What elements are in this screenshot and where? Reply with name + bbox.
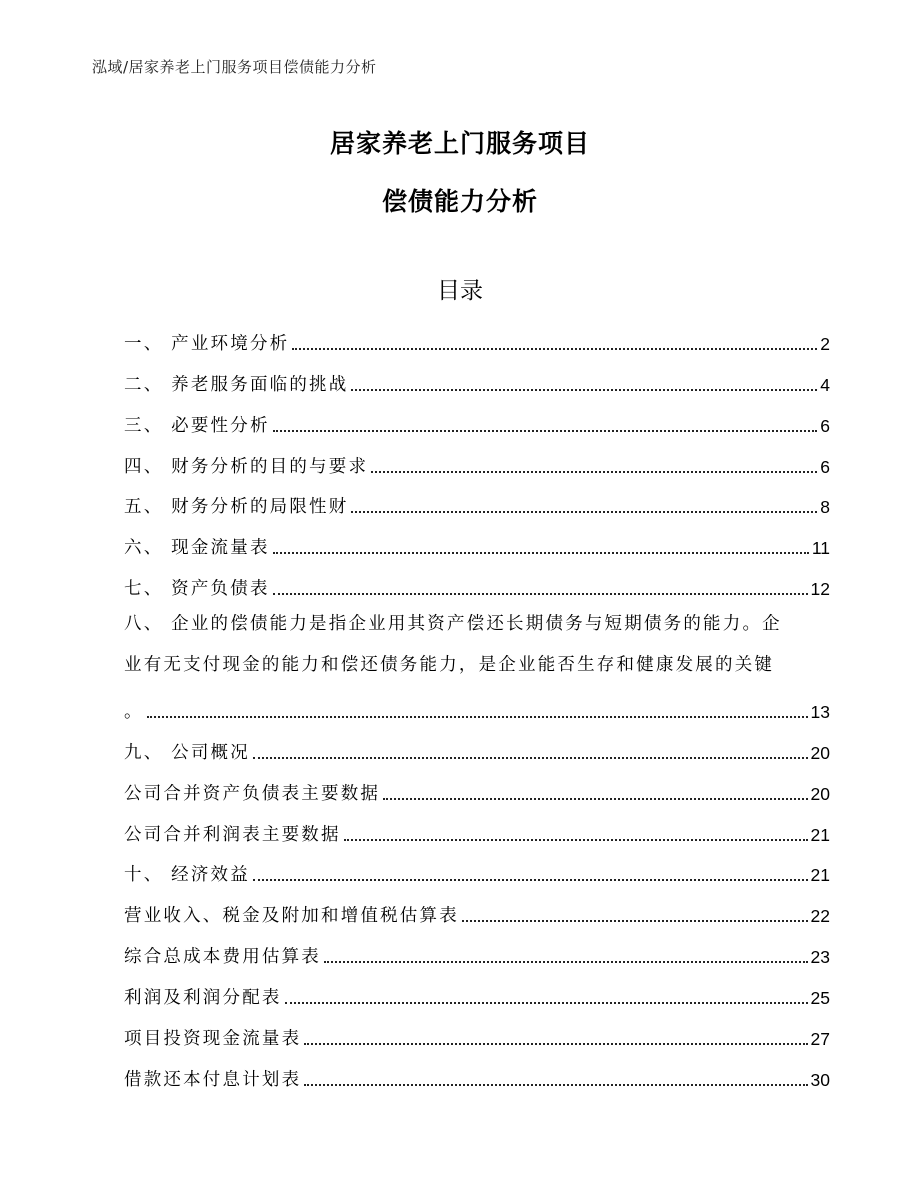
- toc-leader-dots: [253, 757, 808, 759]
- toc-entry[interactable]: [124, 768, 830, 809]
- toc-leader-dots: [324, 961, 808, 963]
- toc-leader-dots: [147, 716, 808, 718]
- toc-entry-label: 项目投资现金流量表: [124, 1029, 302, 1050]
- toc-page-number: 4: [820, 374, 830, 395]
- toc-entry-label-line: 八、 企业的偿债能力是指企业用其资产偿还长期债务与短期债务的能力。企: [124, 614, 782, 635]
- toc-page-number: 12: [810, 579, 830, 600]
- toc-entry-label-line: 。: [124, 701, 144, 722]
- toc-entry-label-line: 业有无支付现金的能力和偿还债务能力，是企业能否生存和健康发展的关键: [124, 655, 775, 676]
- toc-page-number: 20: [810, 783, 830, 804]
- toc-page-number: 11: [811, 538, 830, 559]
- toc-leader-dots: [292, 348, 817, 350]
- toc-page-number: 22: [810, 906, 830, 927]
- document-subtitle: 偿债能力分析: [381, 187, 538, 216]
- toc-entry[interactable]: [124, 522, 830, 563]
- toc-leader-dots: [273, 430, 818, 432]
- toc-entry-multiline[interactable]: [124, 604, 830, 727]
- toc-page-number: 2: [820, 333, 830, 354]
- toc-entry-label: 四、 财务分析的目的与要求: [124, 456, 369, 477]
- toc-page-number: 6: [820, 415, 830, 436]
- toc-entry[interactable]: [124, 931, 830, 972]
- toc-entry-label: 七、 资产负债表: [124, 579, 270, 600]
- toc-entry-label: 公司合并资产负债表主要数据: [124, 783, 381, 804]
- toc-leader-dots: [344, 839, 808, 841]
- toc-page-number: 30: [810, 1069, 830, 1090]
- toc-entry[interactable]: [124, 1013, 830, 1054]
- toc-entry[interactable]: [124, 359, 830, 400]
- toc-leader-dots: [351, 511, 817, 513]
- toc-page-number: 27: [810, 1029, 830, 1050]
- toc-page-number: 21: [810, 824, 830, 845]
- toc-entry-label: 二、 养老服务面临的挑战: [124, 374, 349, 395]
- toc-page-number: 23: [810, 947, 830, 968]
- toc-leader-dots: [285, 1002, 808, 1004]
- toc-entry-label: 营业收入、税金及附加和增值税估算表: [124, 906, 459, 927]
- toc-page-number: 20: [810, 742, 830, 763]
- toc-entry[interactable]: [124, 972, 830, 1013]
- toc-entry[interactable]: [124, 400, 830, 441]
- toc-entry[interactable]: [124, 1054, 830, 1095]
- toc-page-number: 13: [810, 701, 830, 722]
- table-of-contents: [124, 318, 830, 1095]
- toc-leader-dots: [351, 389, 817, 391]
- running-header: 泓域/居家养老上门服务项目偿债能力分析: [92, 58, 377, 76]
- toc-entry-label: 六、 现金流量表: [124, 538, 270, 559]
- toc-entry-label: 五、 财务分析的局限性财: [124, 497, 349, 518]
- toc-page-number: 8: [820, 497, 830, 518]
- toc-entry[interactable]: [124, 318, 830, 359]
- toc-page-number: 6: [820, 456, 830, 477]
- toc-entry-label: 公司合并利润表主要数据: [124, 824, 341, 845]
- toc-heading: 目录: [437, 278, 483, 304]
- toc-leader-dots: [371, 471, 817, 473]
- toc-leader-dots: [304, 1043, 807, 1045]
- document-title: 居家养老上门服务项目: [329, 129, 590, 158]
- toc-entry-label: 综合总成本费用估算表: [124, 947, 321, 968]
- toc-entry[interactable]: [124, 563, 830, 604]
- toc-leader-dots: [273, 552, 809, 554]
- toc-page-number: 25: [810, 988, 830, 1009]
- toc-leader-dots: [462, 920, 808, 922]
- toc-entry[interactable]: [124, 890, 830, 931]
- toc-leader-dots: [253, 879, 808, 881]
- toc-entry-label: 一、 产业环境分析: [124, 333, 290, 354]
- toc-entry[interactable]: [124, 441, 830, 482]
- toc-leader-dots: [273, 593, 808, 595]
- toc-leader-dots: [383, 798, 807, 800]
- toc-entry[interactable]: [124, 850, 830, 891]
- toc-entry-label: 借款还本付息计划表: [124, 1069, 302, 1090]
- toc-entry-label: 十、 经济效益: [124, 865, 250, 886]
- toc-entry[interactable]: [124, 482, 830, 523]
- toc-entry-label: 三、 必要性分析: [124, 415, 270, 436]
- toc-leader-dots: [304, 1084, 807, 1086]
- toc-entry-label: 九、 公司概况: [124, 742, 250, 763]
- toc-entry-label: 利润及利润分配表: [124, 988, 282, 1009]
- toc-page-number: 21: [810, 865, 830, 886]
- toc-entry[interactable]: [124, 809, 830, 850]
- toc-entry[interactable]: [124, 727, 830, 768]
